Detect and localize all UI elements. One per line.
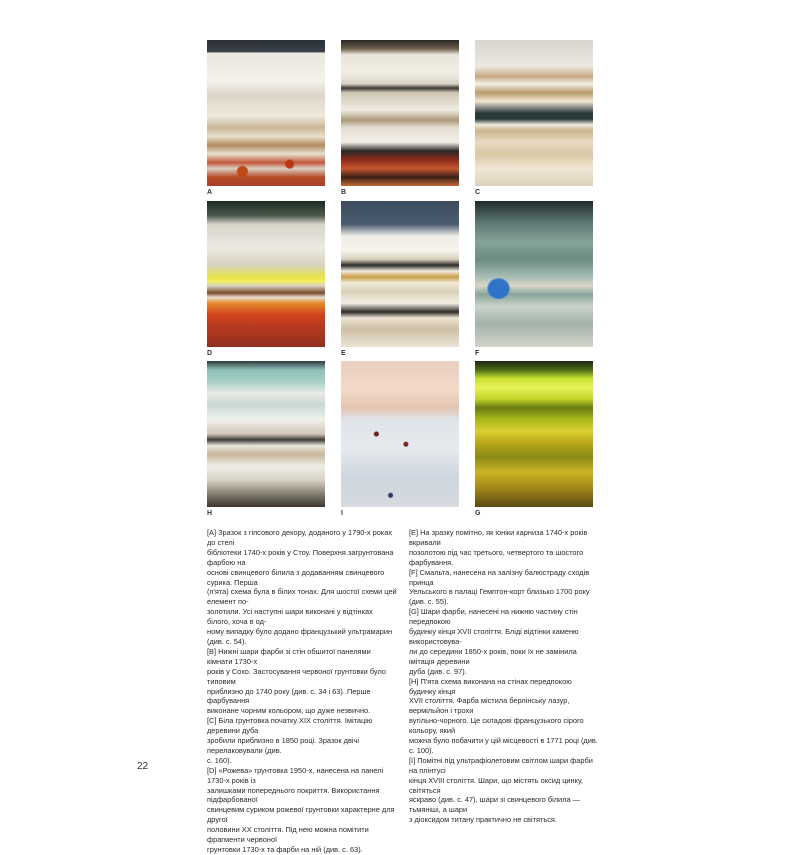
caption-c: [C] Біла грунтовка початку XIX століття. Імітацію деревини дуба зробили приблизно в 1850 році. Зразок двічі перелаковували (див. с. 160). [207, 716, 373, 765]
captions-left-column [207, 528, 397, 855]
caption-g: [G] Шари фарби, нанесені на нижню частину стін передпокою будинку кінця XVII століття. Бліді відтінки каменю використовува- ли до середини 1850-х років, поки їх не замінила імітація деревини дуба (див. с. 97). [409, 607, 579, 676]
caption-b: [B] Нижні шари фарби зі стін обшитої панелями кімнати 1730-х років у Сохо. Застосування червоної грунтовки було типовим приблизно до 1740 року (див. с. 34 і 63). Перше фарбування виконане чорним кольором, що дуже незвично. [207, 646, 386, 716]
caption-h: [H] П'ята схема виконана на стінах передпокою будинку кінця XVII століття. Фарба містила берлінську лазур, вермільйон і трохи вугільно-чорного. Це складові французького сірого кольору, який можна було побачити у цій місцевості в 1771 році (див. с. 100). [409, 676, 598, 755]
micrograph-plate-i [341, 361, 459, 507]
caption-i: [I] Помітні під ультрафіолетовим світлом шари фарби на плінтусі кінця XVIII століття. Шари, що містять оксид цинку, світяться яскраво (див. с. 47), шари зі свинцевого білила — тьмяніші, а шари з діоксидом титану практично не світяться. [409, 755, 593, 825]
plate-label-a: A [207, 189, 213, 196]
plate-label-h: H [207, 510, 213, 517]
plate-label-b: B [341, 189, 347, 196]
plate-label-e: E [341, 350, 346, 357]
plate-label-f: F [475, 350, 480, 357]
plate-label-c: C [475, 189, 481, 196]
micrograph-plate-e [341, 201, 459, 347]
plate-label-g: G [475, 510, 481, 517]
plate-label-i: I [341, 510, 343, 517]
caption-a: [A] Зразок з гіпсового декору, доданого у 1790-х роках до стелі бібліотеки 1740-х років у Стоу. Поверхня загрунтована фарбою на основі свинцевого білила з додаванням свинцевого сурика. Перша (п'ята) схема була в білих тонах. Для шостої схеми цей елемент по- золотили. Усі наступні шари виконані у відтінках білого, хоча в од- ному випадку було додано французький ультрамарин (див. с. 54). [207, 528, 397, 646]
page-number: 22 [137, 761, 149, 772]
caption-e: [E] На зразку помітно, як іоніки карниза 1740-х років вкривали позолотою під час третього, четвертого та шостого фарбування. [409, 528, 588, 567]
micrograph-plate-f [475, 201, 593, 347]
captions-right-column [409, 528, 599, 825]
micrograph-plate-g [475, 361, 593, 507]
caption-d: [D] «Рожева» грунтовка 1950-х, нанесена на панелі 1730-х років із залишками попереднього покриття. Використання підфарбованої свинцевим суриком рожевої грунтовки характерне для другої половини XX століття. Під нею можна помітити фрагменти червоної грунтовки 1730-х та фарби на ній (див. с. 63). [207, 765, 395, 854]
caption-f: [F] Смальта, нанесена на залізну балюстраду сходів принца Уельського в палаці Гемптон-корт близько 1700 року (див. с. 55). [409, 567, 590, 607]
micrograph-plate-h [207, 361, 325, 507]
micrograph-plate-d [207, 201, 325, 347]
micrograph-plate-c [475, 40, 593, 186]
micrograph-plate-b [341, 40, 459, 186]
micrograph-plate-a [207, 40, 325, 186]
plate-label-d: D [207, 350, 213, 357]
